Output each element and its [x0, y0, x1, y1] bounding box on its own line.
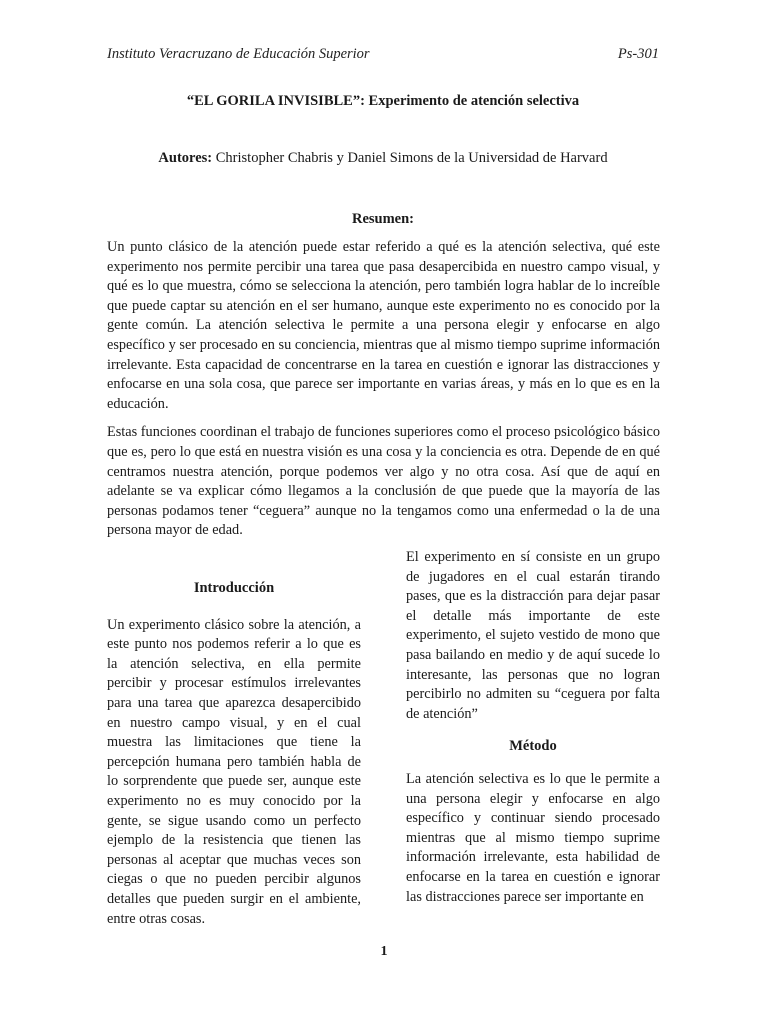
authors-line — [107, 150, 659, 167]
introduction-paragraph: Un experimento clásico sobre la atención, a este punto nos podemos referir a lo que es la atención selectiva, en ella permite percibir y procesar estímulos irrelevantes para una tarea que aparezca desapercibido en nuestro campo visual, y en el cual muestra las limitaciones que tiene la percepción humana pero también habla de lo sorprendente que puede ser, aunque este experimento no es muy conocido por la gente, se sigue usando como un perfecto ejemplo de la resistencia que tienen las personas al aceptar que muchas veces son ciegas o que no pueden percibir algunos detalles que pueden surgir en el ambiente, entre otras cosas. — [107, 616, 361, 927]
method-heading: Método — [509, 738, 557, 755]
method-paragraph: La atención selectiva es lo que le permite a una persona elegir y enfocarse en algo específico y continuar siendo procesado mientras que al mismo tiempo suprime información irrelevante, esta habilidad de enfocarse en la tarea en cuestión e ignorar las distracciones parece ser importante en — [406, 770, 660, 905]
running-header — [107, 46, 659, 63]
page-number: 1 — [380, 944, 388, 959]
introduction-heading: Introducción — [193, 580, 275, 596]
institution-name: Instituto Veracruzano de Educación Superior — [107, 46, 370, 62]
abstract-body — [107, 238, 660, 550]
abstract-paragraph: Estas funciones coordinan el trabajo de funciones superiores como el proceso psicológico básico que es, pero lo que está en nuestra visión es una cosa y la conciencia es otra. Depende de en qué centramos nuestra atención, porque podemos ver algo y no otra cosa. Así que de aquí en adelante se va explicar cómo llegamos a la conclusión de que puede que la mayoría de las personas podamos tener “ceguera” aunque no la tengamos como una enfermedad o la de una persona mayor de edad. — [107, 424, 660, 539]
authors-label: Autores: — [158, 150, 213, 166]
experiment-paragraph: El experimento en sí consiste en un grupo de jugadores en el cual estarán tirando pases, que es la distracción para dejar pasar el detalle más importante de este experimento, el sujeto vestido de mono que pasa bailando en medio y de aquí sucede lo interesante, las personas que no logran percibirlo no admiten su “ceguera por falta de atención” — [406, 549, 660, 722]
document-code: Ps-301 — [617, 46, 659, 62]
left-column — [107, 579, 361, 929]
right-column — [406, 548, 660, 907]
document-title: “EL GORILA INVISIBLE”: Experimento de atención selectiva — [186, 93, 580, 109]
abstract-paragraph: Un punto clásico de la atención puede estar referido a qué es la atención selectiva, qué este experimento nos permite percibir una tarea que pasa desapercibida en nuestro campo visual, y qué es lo que muestra, cómo se selecciona la atención, pero también logra hablar de lo increíble que puede captar su atención en el ser humano, aunque este experimento no es conocido por la gente común. La atención selectiva le permite a una persona elegir y enfocarse en algo específico y ser procesado en su conciencia, mientras que al mismo tiempo suprime información irrelevante. Esta capacidad de concentrarse en la tarea en cuestión e ignorar las distracciones y enfocarse en una sola cosa, que parece ser importante en varias áreas, y más en lo que es en la educación. — [107, 239, 660, 412]
authors-names: Christopher Chabris y Daniel Simons de la Universidad de Harvard — [212, 150, 608, 166]
abstract-heading: Resumen: — [351, 211, 415, 227]
